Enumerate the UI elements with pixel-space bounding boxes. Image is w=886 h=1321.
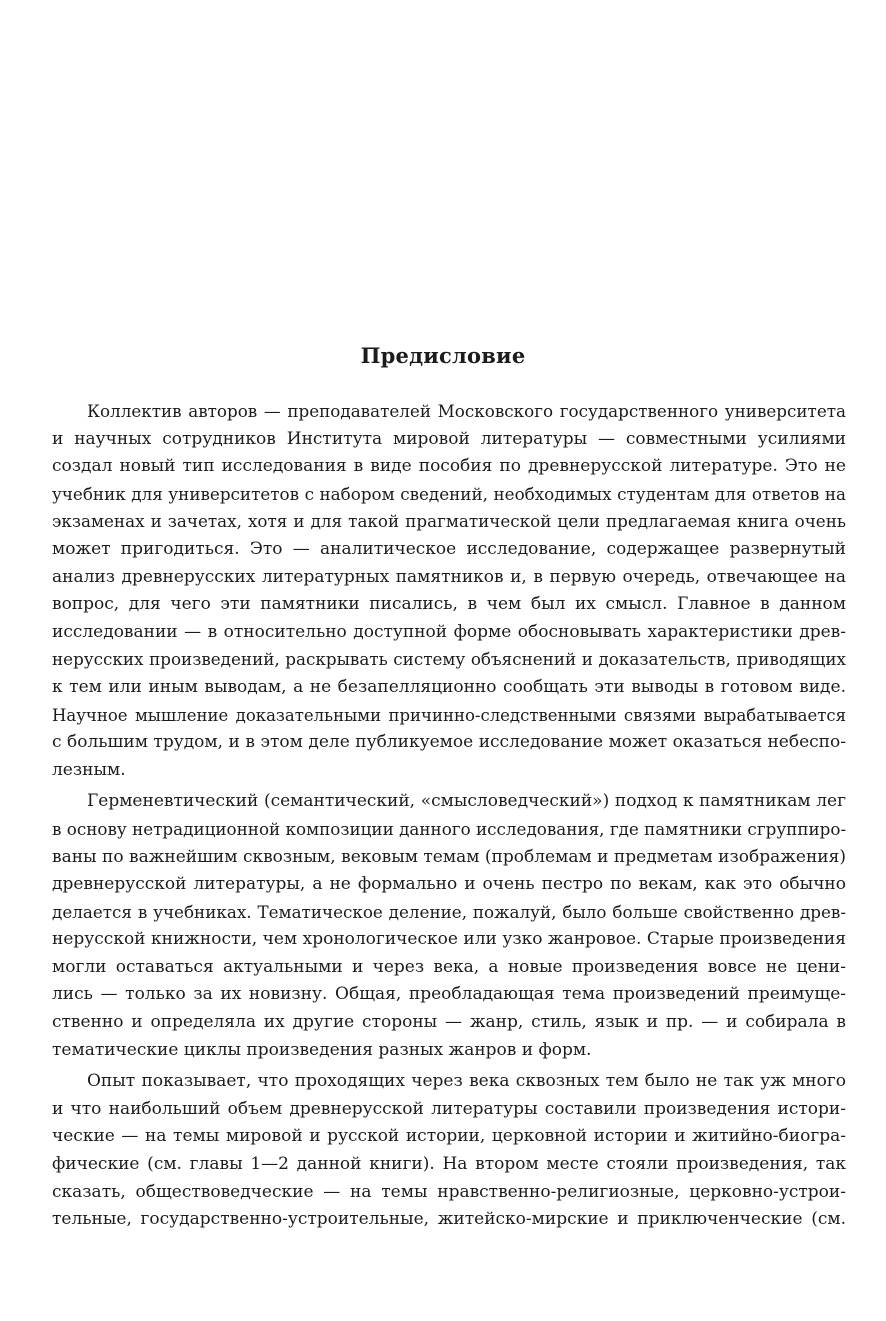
text-line: учебник для университетов с набором сведений, необходимых студентам для ответов на [52,483,846,504]
text-line: с большим трудом, и в этом деле публикуемое исследование может оказаться небеспо- [52,732,846,753]
text-line: сказать, обществоведческие — на темы нравственно-религиозные, церковно-устрои- [52,1181,846,1202]
text-line: в основу нетрадиционной композиции данного исследования, где памятники сгруппиро- [52,818,847,839]
text-line: исследовании — в относительно доступной форме обосновывать характеристики древ- [52,621,846,642]
text-line: ваны по важнейшим сквозным, вековым темам (проблемам и предметам изображения) [52,846,846,867]
text-line: лись — только за их новизну. Общая, преобладающая тема произведений преимуще- [52,984,846,1005]
text-line: Коллектив авторов — преподавателей Московского государственного университета [87,401,846,421]
text-line: создал новый тип исследования в виде пособия по древнерусской литературе. Это не [52,456,846,477]
text-line: делается в учебниках. Тематическое деление, пожалуй, было больше свойственно древ- [52,901,846,922]
text-line: анализ древнерусских литературных памятников и, в первую очередь, отвечающее на [52,566,846,587]
text-line: тельные, государственно-устроительные, житейско-мирские и приключенческие (см. [52,1209,846,1230]
text-line: Опыт показывает, что проходящих через века сквозных тем было не так уж много [87,1071,846,1092]
page-title: Предисловие [360,343,526,368]
text-line: лезным. [52,759,126,780]
text-line: могли оставаться актуальными и через века, а новые произведения вовсе не цени- [52,956,846,977]
text-line: ческие — на темы мировой и русской истории, церковной истории и житийно-биогра- [52,1126,846,1147]
text-line: Герменевтический (семантический, «смысловедческий») подход к памятникам лег [87,791,846,812]
text-line: к тем или иным выводам, а не безапелляционно сообщать эти выводы в готовом виде. [52,676,846,697]
paragraph [52,788,846,1064]
body-text [52,398,846,1238]
text-line: нерусской книжности, чем хронологическое или узко жанровое. Старые произведения [52,929,846,950]
text-line: тематические циклы произведения разных жанров и форм. [52,1039,592,1060]
text-line: нерусских произведений, раскрывать систему объяснений и доказательств, приводящих [52,649,846,670]
text-line: и научных сотрудников Института мировой литературы — совместными усилиями [52,428,846,449]
text-line: вопрос, для чего эти памятники писались, в чем был их смысл. Главное в данном [52,594,846,615]
paragraph [52,1068,846,1234]
text-line: может пригодиться. Это — аналитическое исследование, содержащее развернутый [52,538,846,559]
text-line: ственно и определяла их другие стороны — жанр, стиль, язык и пр. — и собирала в [52,1012,846,1033]
paragraph [52,398,846,784]
text-line: фические (см. главы 1—2 данной книги). На втором месте стояли произведения, так [52,1154,846,1175]
text-line: Научное мышление доказательными причинно-следственными связями вырабатывается [52,705,846,725]
text-line: древнерусской литературы, а не формально и очень пестро по векам, как это обычно [52,874,846,895]
text-line: и что наибольший объем древнерусской литературы составили произведения истори- [52,1098,846,1119]
text-line: экзаменах и зачетах, хотя и для такой прагматической цели предлагаемая книга очень [52,511,846,532]
